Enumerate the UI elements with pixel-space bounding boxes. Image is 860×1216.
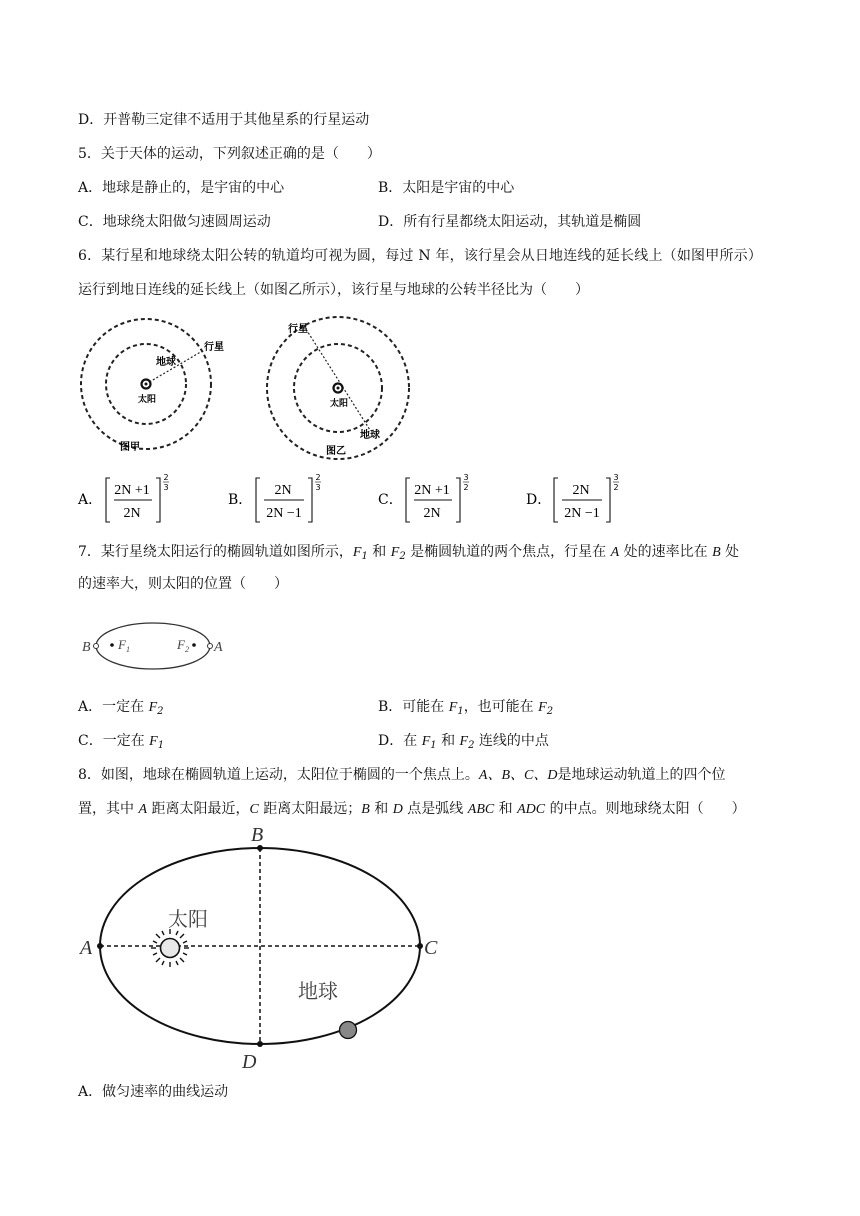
q7-point-a: A [610,545,620,560]
q6-option-b-exp-den: 3 [315,483,321,492]
q7-stem-line1 [78,542,739,567]
earth-icon [340,1022,357,1039]
q6-option-c-exp-num: 3 [463,473,469,482]
q7-fig-a-label: A [214,640,223,655]
q7-stem-line2: 的速率大，则太阳的位置（ ） [78,576,288,592]
q7-stem-part4: 处 [720,544,740,560]
q8-fig-d-label: D [242,1051,257,1073]
q6-option-d-exp-den: 2 [613,483,619,492]
q7-stem-part3: 处的速率比在 [619,544,713,560]
q7-f2: F [390,545,400,560]
q5-option-b: B．太阳是宇宙的中心 [378,180,515,196]
q6-options [76,470,636,532]
q7-option-a: A．一定在 $F_2$ [78,699,164,717]
q5-option-a: A．地球是静止的，是宇宙的中心 [78,180,285,196]
q5-option-d: D．所有行星都绕太阳运动，其轨道是椭圆 [378,214,642,230]
q6-option-c-exp-den: 2 [463,483,469,492]
q5-option-c: C．地球绕太阳做匀速圆周运动 [78,214,271,230]
q6-option-a-exp-den: 3 [163,483,169,492]
q4-option-d: D．开普勒三定律不适用于其他星系的行星运动 [78,112,370,128]
q6-stem-line1: 6．某行星和地球绕太阳公转的轨道均可视为圆，每过 N 年，该行星会从日地连线的延长线上（如图甲所示） [78,248,763,264]
q6-fig2-sun-label: 太阳 [330,399,349,409]
q7-fig-f1-label: $F_1$ [118,637,130,654]
q8-fig-sun-label: 太阳 [168,907,208,931]
q8-option-a: A．做匀速率的曲线运动 [78,1084,229,1100]
q7-f1: F [352,545,362,560]
q6-option-c-label: C． [378,492,403,508]
q8-fig-earth-label: 地球 [298,979,338,1003]
sun-icon [151,929,189,967]
q6-option-a-num: 2N +1 [114,483,150,498]
q8-fig-a-label: A [80,937,93,959]
q7-and: 和 [367,544,391,560]
q6-fig2-caption: 图乙 [326,446,346,457]
q8-stem-line2: 置，其中 A 距离太阳最近，C 距离太阳最远；B 和 D 点是弧线 ABC 和 ADC 的中点。则地球绕太阳（ ） [78,801,746,817]
q6-option-a-exp-num: 2 [163,473,169,482]
q6-option-b-exp-num: 2 [315,473,321,482]
q6-option-c-den: 2N [423,506,441,521]
q8-fig-b-label: B [251,824,264,846]
q7-point-b: B [712,545,721,560]
q6-fig2-earth-label: 地球 [360,430,380,441]
q7-f1-sub: 1 [361,551,368,562]
q6-option-b-den: 2N −1 [266,506,302,521]
q6-option-d-exp-num: 3 [613,473,619,482]
q7-stem-part2: 是椭圆轨道的两个焦点，行星在 [405,544,611,560]
q6-option-c-num: 2N +1 [414,483,450,498]
q5-stem: 5．关于天体的运动，下列叙述正确的是（ ） [78,146,381,162]
q7-ellipse-figure [80,618,230,676]
q6-fig1-caption: 图甲 [120,442,140,453]
q7-stem-part1: 7．某行星绕太阳运行的椭圆轨道如图所示， [78,544,353,560]
q7-option-d: D．在 $F_1$ 和 $F_2$ 连线的中点 [378,733,549,751]
q6-option-b-label: B． [228,492,253,508]
q6-option-d-label: D． [526,492,552,508]
q6-fig1-sun-label: 太阳 [138,395,157,405]
q8-orbit-figure [76,822,456,1076]
q7-option-c: C．一定在 $F_1$ [78,733,165,751]
q6-fig2-planet-label: 行星 [288,324,308,335]
q8-stem-line1: 8．如图，地球在椭圆轨道上运动，太阳位于椭圆的一个焦点上。A、B、C、D是地球运动轨道上的四个位 [78,767,726,783]
q7-f2-sub: 2 [399,551,406,562]
q7-option-b: B．可能在 $F_1$，也可能在 $F_2$ [378,699,554,717]
q6-figure-yi [264,312,414,464]
q6-option-d-num: 2N [572,483,590,498]
q7-fig-b-label: B [82,640,91,655]
q6-fig1-planet-label: 行星 [204,342,224,353]
q6-option-a-den: 2N [123,506,141,521]
q6-fig1-earth-label: 地球 [156,357,176,368]
q6-figure-jia [76,308,226,460]
q7-fig-f2-label: $F_2$ [177,637,189,654]
q8-fig-c-label: C [424,937,438,959]
q6-option-b-num: 2N [274,483,292,498]
q6-option-a-label: A． [78,492,103,508]
q6-option-d-den: 2N −1 [564,506,600,521]
q6-stem-line2: 运行到地日连线的延长线上（如图乙所示），该行星与地球的公转半径比为（ ） [78,282,589,298]
